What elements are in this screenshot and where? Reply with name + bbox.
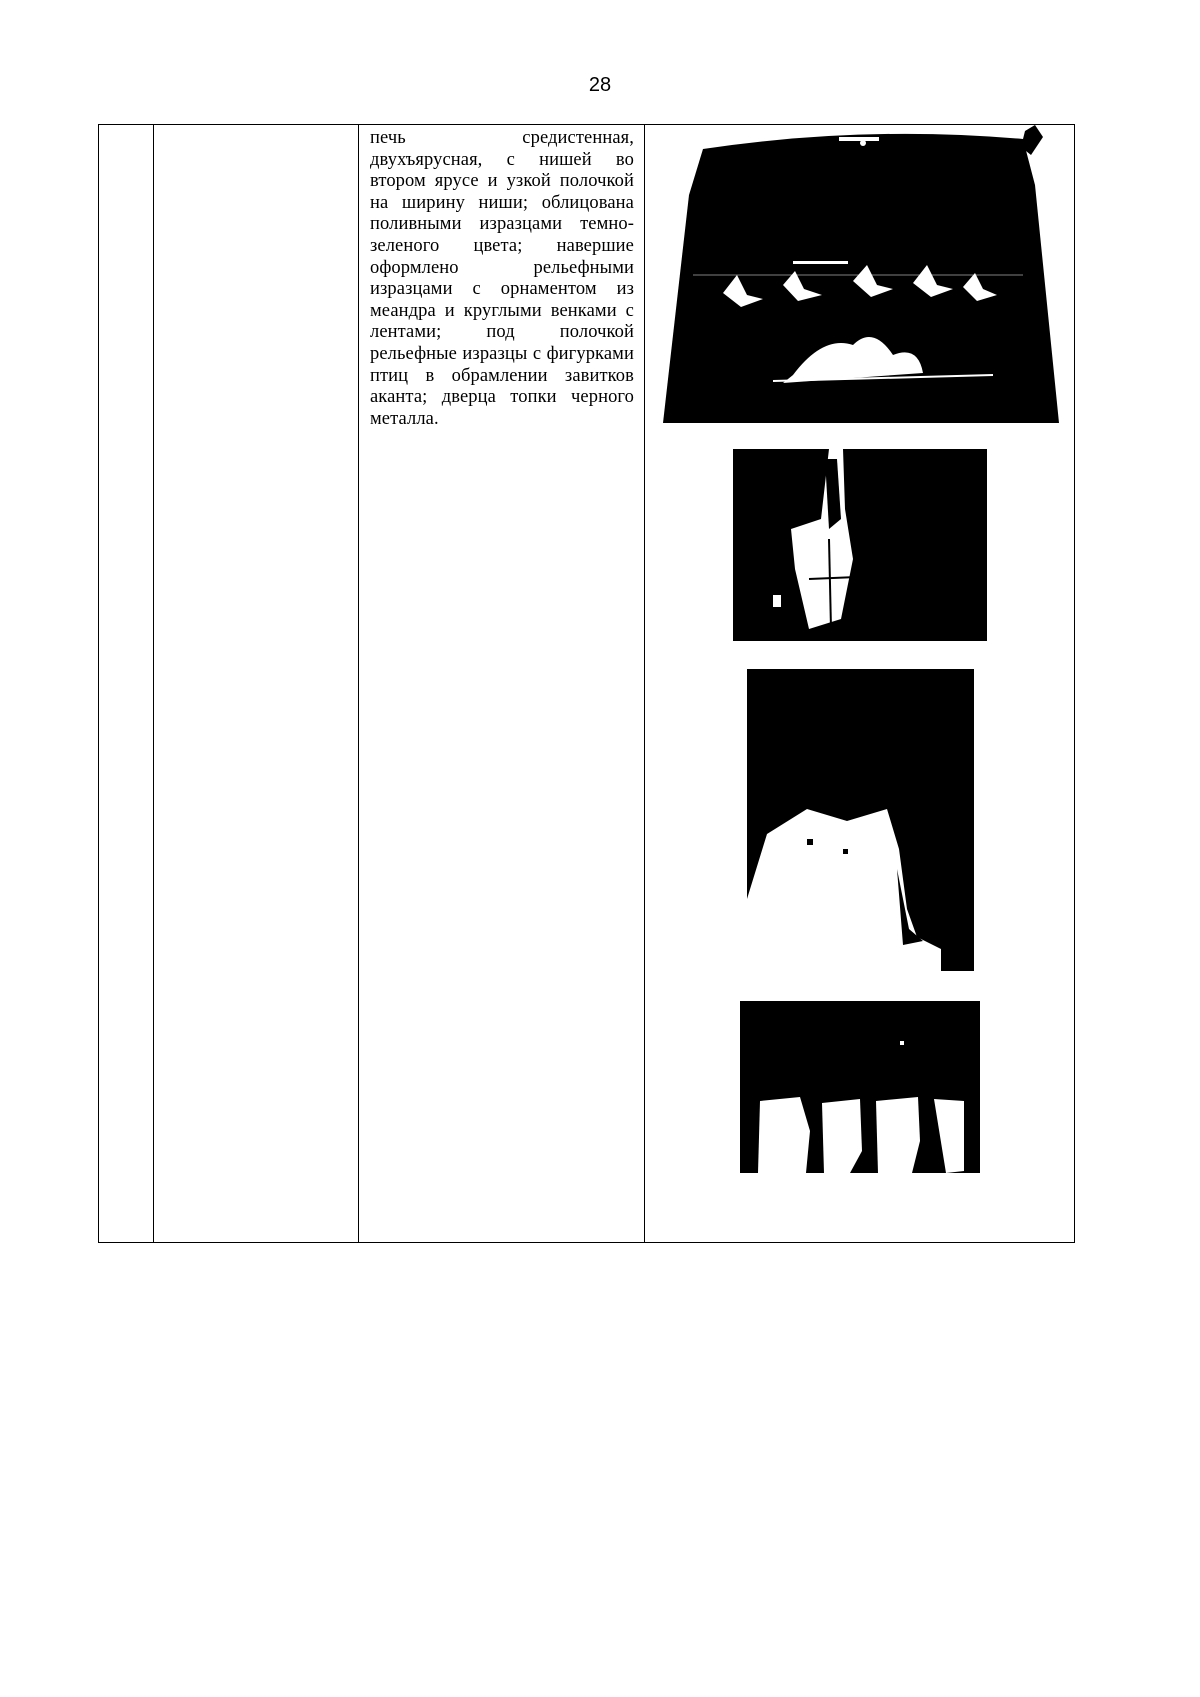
table-row [99, 125, 1075, 1243]
description-text: печь средистенная, двухъярусная, с нишей во втором ярусе и узкой полочкой на ширину ниши; облицована поливными изразцами темно-зеленого цвета; навершие оформлено рельефными изразцами с орнаментом из меандра и круглыми венками с лентами; под полочкой рельефные изразцы с фигурками птиц в обрамлении завитков аканта; дверца топки черного металла. [370, 128, 634, 429]
cell-description [359, 125, 645, 1243]
photo-stove-top [663, 125, 1059, 423]
photo-stove-niche [747, 669, 974, 971]
monument-table [98, 124, 1075, 1243]
page-number: 28 [588, 74, 612, 96]
photo-stove-detail [733, 449, 987, 641]
cell-photos [645, 125, 1075, 1243]
cell-name [154, 125, 359, 1243]
cell-number [99, 125, 154, 1243]
photo-stove-shelf [740, 1001, 980, 1173]
